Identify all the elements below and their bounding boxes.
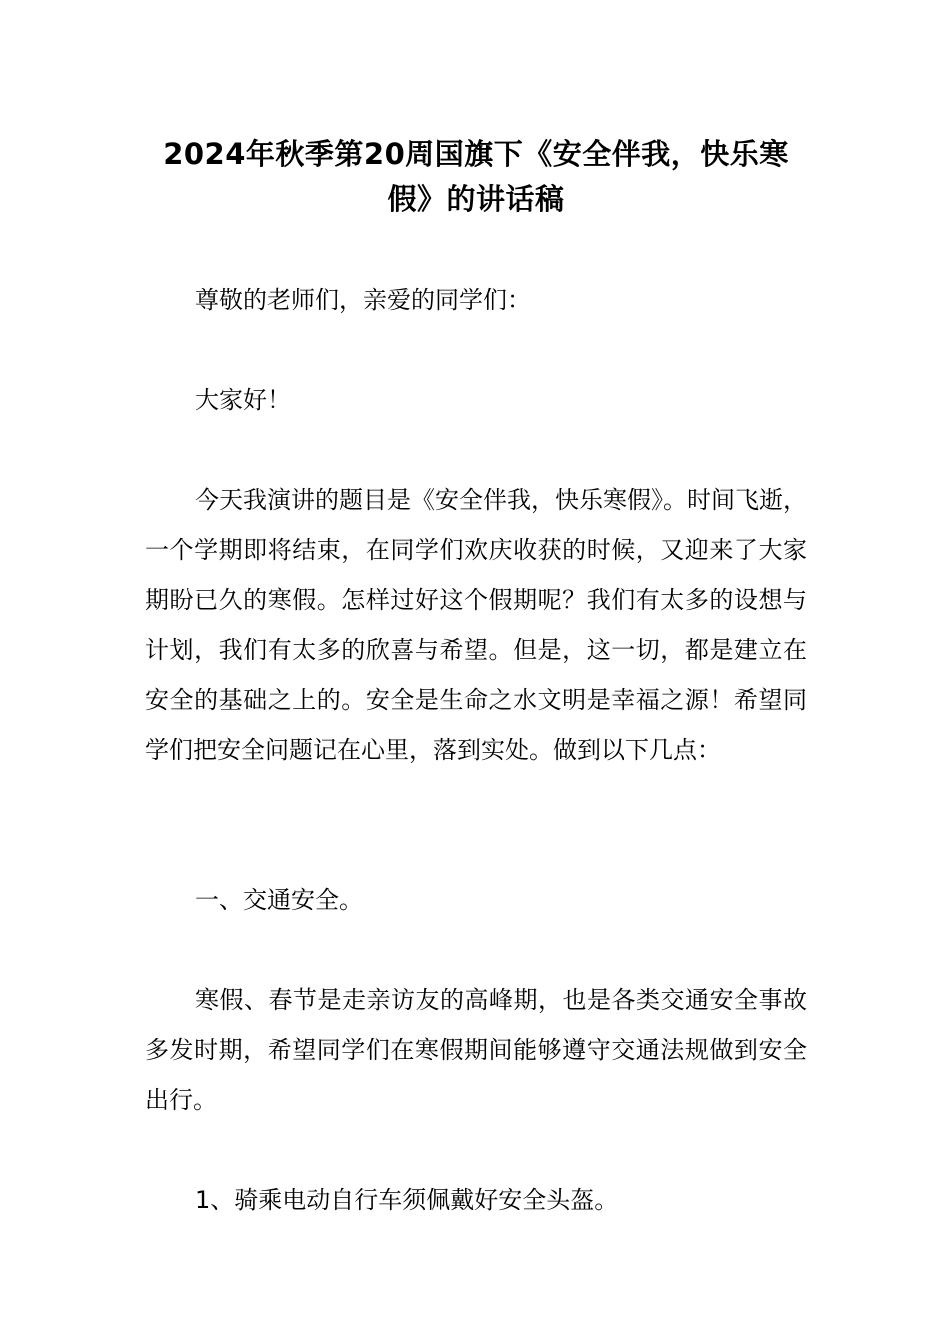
greeting-paragraph: 大家好！ bbox=[195, 386, 291, 414]
document-title: 2024年秋季第20周国旗下《安全伴我，快乐寒假》的讲话稿 bbox=[163, 137, 789, 216]
intro-paragraph: 今天我演讲的题目是《安全伴我，快乐寒假》。时间飞逝，一个学期即将结束，在同学们欢庆收获的时候，又迎来了大家期盼已久的寒假。怎样过好这个假期呢？我们有太多的设想与计划，我们有太多的欣喜与希望。但是，这一切，都是建立在安全的基础之上的。安全是生命之水文明是幸福之源！希望同学们把安全问题记在心里，落到实处。做到以下几点： bbox=[145, 486, 807, 764]
salutation-paragraph: 尊敬的老师们，亲爱的同学们： bbox=[195, 286, 531, 314]
traffic-paragraph: 寒假、春节是走亲访友的高峰期，也是各类交通安全事故多发时期，希望同学们在寒假期间能够遵守交通法规做到安全出行。 bbox=[145, 986, 807, 1114]
section-heading-traffic: 一、交通安全。 bbox=[195, 886, 363, 914]
list-item-1: 1、骑乘电动自行车须佩戴好安全头盔。 bbox=[195, 1186, 619, 1214]
